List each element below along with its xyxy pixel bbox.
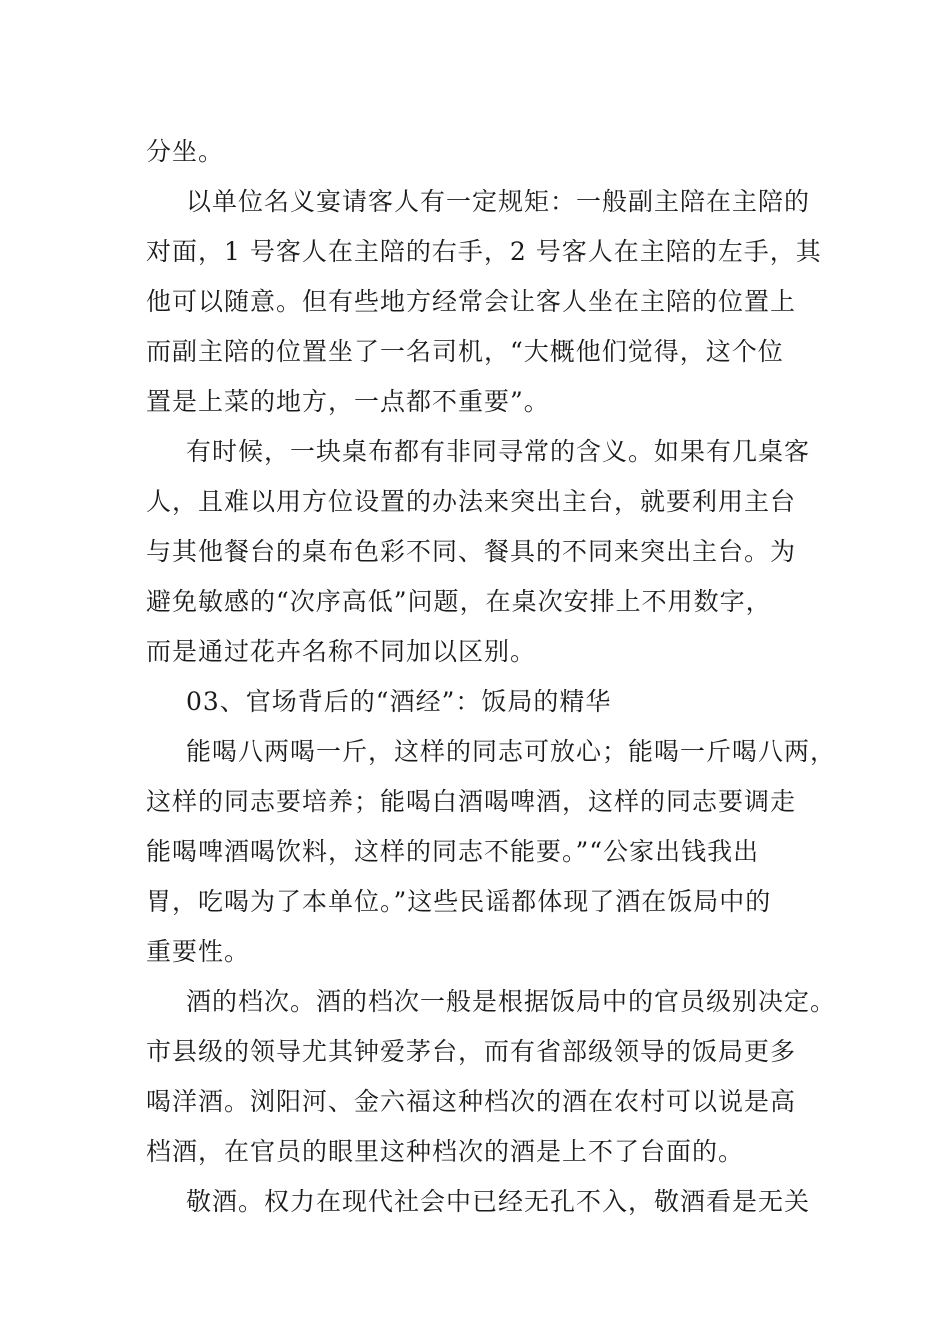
text-line: 人，且难以用方位设置的办法来突出主台，就要利用主台	[146, 487, 797, 516]
text-line: 他可以随意。但有些地方经常会让客人坐在主陪的位置上	[146, 287, 797, 316]
text-line: 市县级的领导尤其钟爱茅台，而有省部级领导的饭局更多	[146, 1037, 797, 1066]
paragraph-start-line: 敬酒。权力在现代社会中已经无孔不入，敬酒看是无关	[186, 1187, 811, 1216]
paragraph-start-line: 以单位名义宴请客人有一定规矩：一般副主陪在主陪的	[186, 187, 811, 216]
section-heading: 03、官场背后的“酒经”：饭局的精华	[186, 687, 612, 716]
text-line: 能喝啤酒喝饮料，这样的同志不能要。”“公家出钱我出	[146, 837, 760, 866]
paragraph-start-line: 能喝八两喝一斤，这样的同志可放心；能喝一斤喝八两，	[186, 737, 837, 766]
text-line: 避免敏感的“次序高低”问题，在桌次安排上不用数字，	[146, 587, 772, 616]
text-line: 置是上菜的地方，一点都不重要”。	[146, 387, 550, 416]
text-line: 喝洋酒。浏阳河、金六福这种档次的酒在农村可以说是高	[146, 1087, 797, 1116]
text-line: 而副主陪的位置坐了一名司机，“大概他们觉得，这个位	[146, 337, 784, 366]
text-line: 这样的同志要培养；能喝白酒喝啤酒，这样的同志要调走	[146, 787, 797, 816]
text-line: 与其他餐台的桌布色彩不同、餐具的不同来突出主台。为	[146, 537, 797, 566]
text-line: 档酒，在官员的眼里这种档次的酒是上不了台面的。	[146, 1137, 745, 1166]
text-line: 而是通过花卉名称不同加以区别。	[146, 637, 537, 666]
text-line: 重要性。	[146, 937, 251, 966]
text-line: 分坐。	[146, 137, 225, 166]
paragraph-start-line: 酒的档次。酒的档次一般是根据饭局中的官员级别决定。	[186, 987, 837, 1016]
text-line: 对面，1 号客人在主陪的右手，2 号客人在主陪的左手，其	[146, 237, 822, 266]
text-line: 胃，吃喝为了本单位。”这些民谣都体现了酒在饭局中的	[146, 887, 772, 916]
paragraph-start-line: 有时候，一块桌布都有非同寻常的含义。如果有几桌客	[186, 437, 811, 466]
